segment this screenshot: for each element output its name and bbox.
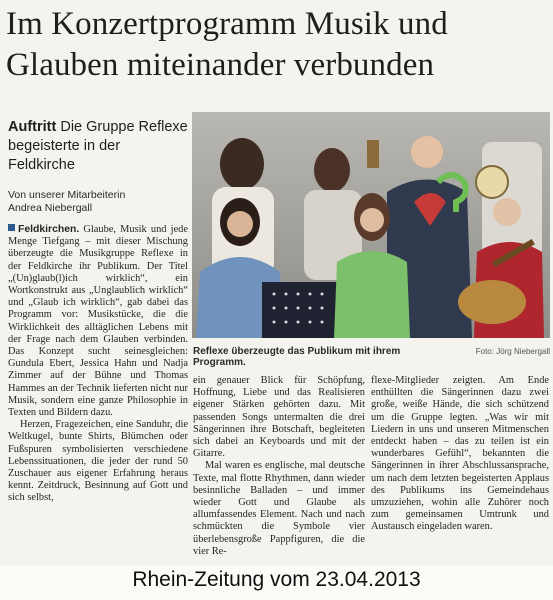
paragraph-text: Glaube, Musik und jede Menge Tiefgang – mit dieser Mischung überzeugte die Musikgruppe Reflexe in der Feldkirche ihr Publikum. Der Titel „(Un)glaub(l)ich wirklich“, ein Wortkonstrukt aus „Unglaublich wirklich“ und „Glaub ich wirklich“, gab dabei das Programm vor: Musikstücke, die die Wirklichkeit des alltäglichen Lebens mit der Frage nach dem Glauben verbinden. Das Konzept sucht seinesgleichen: Gundula Ebert, Jessica Hahn und Nadja Zimmer auf der Bühne und Thomas Hammes an der Technik lieferten nicht nur Musik, sondern eine ganze Philosophie in Texten und Bildern dazu. — [8, 224, 188, 419]
kicker-label: Auftritt — [8, 119, 57, 135]
headline: Im Konzertprogramm Musik und Glauben miteinander verbunden — [6, 6, 448, 83]
kicker — [8, 118, 188, 175]
paragraph: ein genauer Blick für Schöpfung, Hoffnung, Liebe und das Realisieren eigener Stärken gehörten dazu. Mit passenden Songs untermalten die drei Sängerinnen ihre Botschaft, begleiteten sich dabei an Keyboards und mit der Gitarre. — [193, 375, 365, 460]
band-photo-illustration — [192, 112, 550, 338]
photo-caption: Reflexe überzeugte das Publikum mit ihrem Programm. — [193, 346, 401, 368]
article-column-2 — [193, 375, 365, 558]
source-footer: Rhein-Zeitung vom 23.04.2013 — [132, 568, 421, 591]
article-column-3 — [371, 375, 549, 534]
article-column-1 — [8, 224, 188, 505]
article-photo — [192, 112, 550, 338]
paragraph: flexe-Mitglieder zeigten. Am Ende enthüllten die Sängerinnen dazu zwei große, weiße Hände, die sich schützend um die Gruppe legten. „Was wir mit Liedern in uns und unseren Mitmenschen entdeckt haben – das zu teilen ist ein wunderbares Gefühl“, bekannten die Sängerinnen in ihrer Abschlussansprache, um nach dem letzten begeisterten Applaus des Publikums ins Gemeindehaus umzuziehen, wohin alle Zuhörer noch zum gemeinsamen Umtrunk und Austausch eingeladen waren. — [371, 375, 549, 533]
author-byline — [8, 189, 188, 215]
author-line-1: Von unserer Mitarbeiterin — [8, 189, 126, 201]
paragraph: Herzen, Fragezeichen, eine Sanduhr, die Weltkugel, bunte Shirts, Blümchen oder Fußspuren symbolisierten verschiedene Lebenssituationen, die jeder der rund 50 Zuschauer aus eigener Erfahrung heraus kennt. Zeitdruck, Besinnung auf Gott und sich selbst, — [8, 419, 188, 504]
section-marker-icon — [8, 224, 15, 231]
dateline: Feldkirchen. — [18, 224, 80, 235]
author-line-2: Andrea Niebergall — [8, 202, 93, 214]
paragraph: Mal waren es englische, mal deutsche Texte, mal flotte Rhythmen, dann wieder besinnliche Balladen – und immer wieder Gott und Glaube als allumfassendes Element. Nach und nach schmückten die Symbole vier überlebensgroße Pappfiguren, die die vier Re- — [193, 460, 365, 557]
kicker-text: Die Gruppe Reflexe begeisterte in der Feldkirche — [8, 119, 188, 173]
paragraph — [8, 224, 188, 419]
photo-credit: Foto: Jörg Niebergall — [475, 347, 550, 356]
